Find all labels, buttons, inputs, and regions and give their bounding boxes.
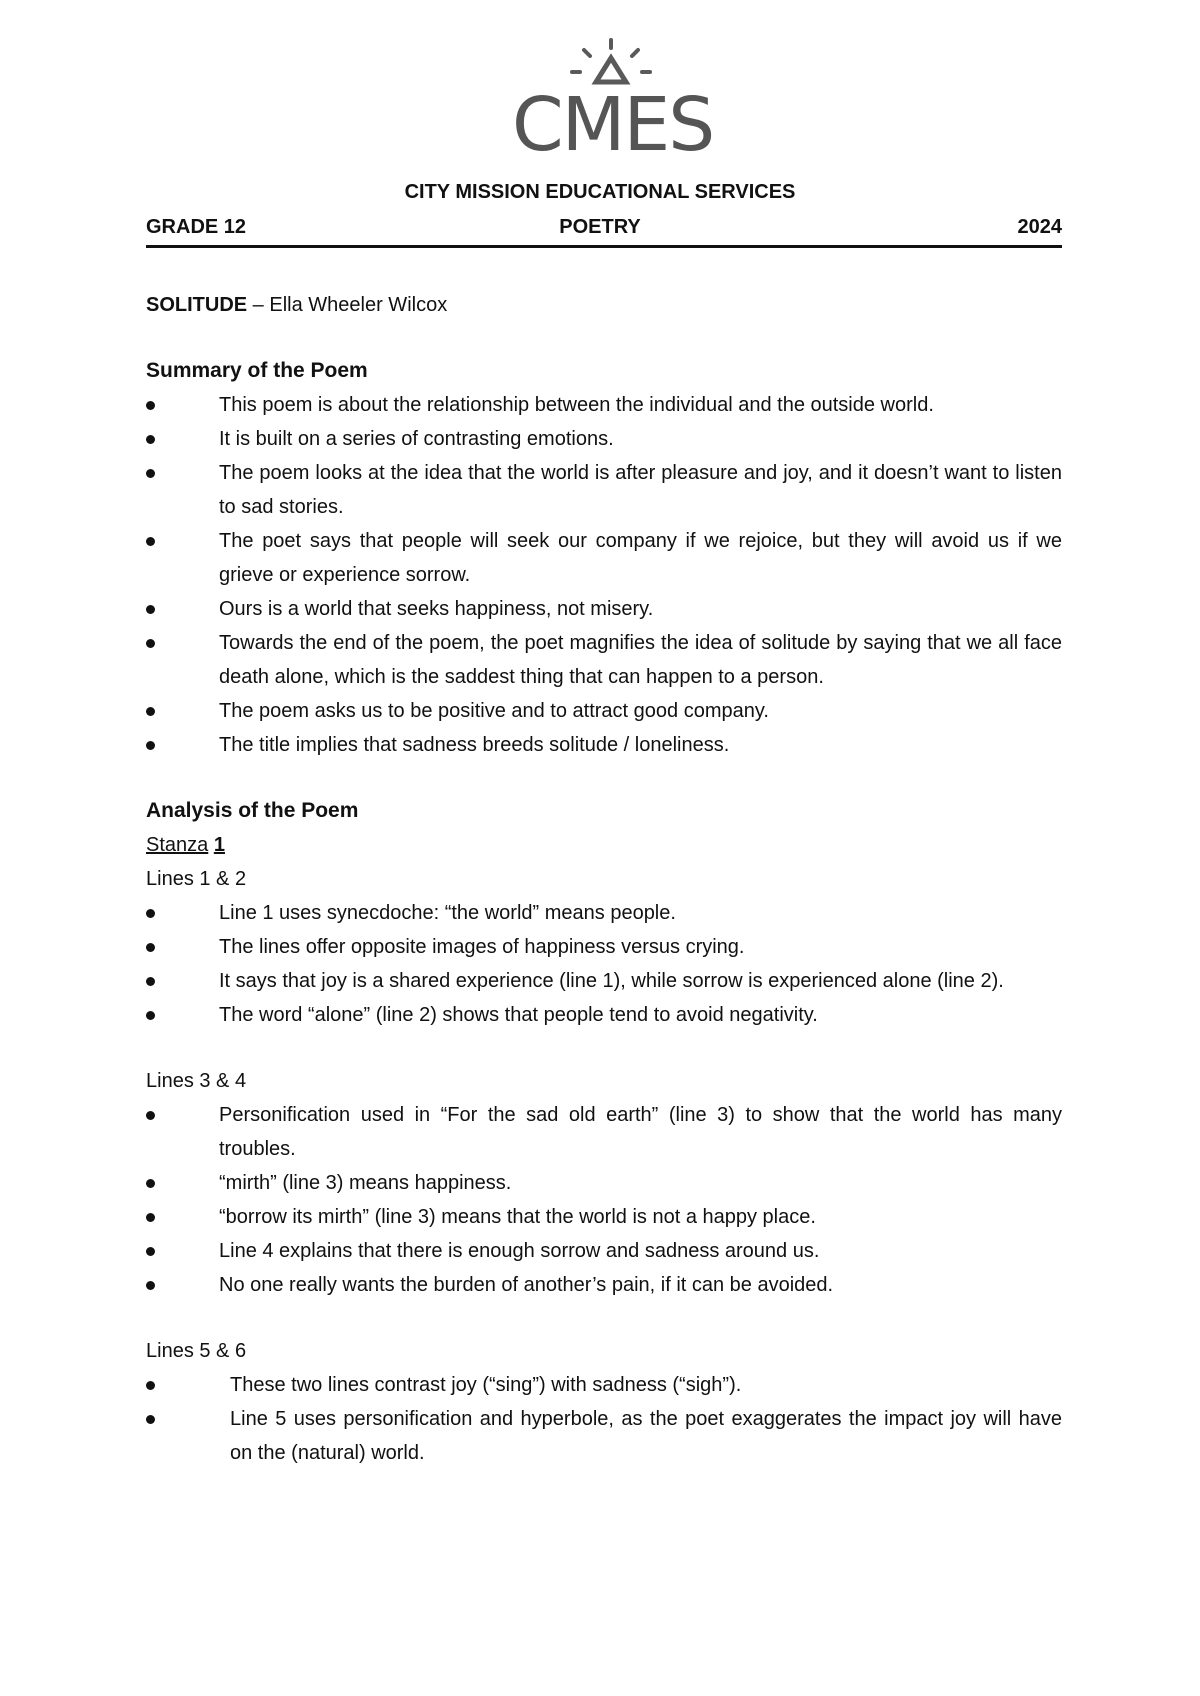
bullet-icon xyxy=(146,943,155,952)
document-body xyxy=(146,288,1062,1470)
bullet-icon xyxy=(146,1213,155,1222)
stanza-label: Stanza 1 xyxy=(146,834,225,856)
bullet-icon xyxy=(146,1281,155,1290)
logo-wordmark: CMES xyxy=(512,82,714,168)
list-item: It is built on a series of contrasting emotions. xyxy=(146,422,1062,456)
grade-label: GRADE 12 xyxy=(146,216,247,238)
bullet-icon xyxy=(146,741,155,750)
lines-group-label: Lines 1 & 2 xyxy=(146,868,247,890)
list-item: The word “alone” (line 2) shows that people tend to avoid negativity. xyxy=(146,998,1062,1032)
analysis-heading: Analysis of the Poem xyxy=(146,799,359,822)
subject-label: POETRY xyxy=(559,216,641,238)
list-item: The title implies that sadness breeds solitude / loneliness. xyxy=(146,728,1062,762)
lines-group-label: Lines 3 & 4 xyxy=(146,1070,247,1092)
summary-list xyxy=(146,388,1062,762)
bullet-icon xyxy=(146,1011,155,1020)
list-item: The poet says that people will seek our company if we rejoice, but they will avoid us if we grieve or experience sorrow. xyxy=(146,524,1062,592)
list-item: The lines offer opposite images of happiness versus crying. xyxy=(146,930,1062,964)
list-item: Personification used in “For the sad old earth” (line 3) to show that the world has many troubles. xyxy=(146,1098,1062,1166)
bullet-icon xyxy=(146,909,155,918)
year-label: 2024 xyxy=(1017,216,1062,238)
list-item: Towards the end of the poem, the poet magnifies the idea of solitude by saying that we all face death alone, which is the saddest thing that can happen to a person. xyxy=(146,626,1062,694)
bullet-icon xyxy=(146,977,155,986)
bullet-icon xyxy=(146,1381,155,1390)
summary-heading: Summary of the Poem xyxy=(146,359,368,382)
list-item: “borrow its mirth” (line 3) means that the world is not a happy place. xyxy=(146,1200,1062,1234)
poem-title: SOLITUDE xyxy=(146,294,248,316)
bullet-icon xyxy=(146,639,155,648)
list-item: Line 5 uses personification and hyperbole, as the poet exaggerates the impact joy will have on the (natural) world. xyxy=(146,1402,1062,1470)
bullet-icon xyxy=(146,1179,155,1188)
bullet-icon xyxy=(146,537,155,546)
bullet-icon xyxy=(146,1111,155,1120)
list-item: Line 1 uses synecdoche: “the world” means people. xyxy=(146,896,1062,930)
list-item: The poem asks us to be positive and to attract good company. xyxy=(146,694,1062,728)
list-item: This poem is about the relationship between the individual and the outside world. xyxy=(146,388,1062,422)
list-item: These two lines contrast joy (“sing”) with sadness (“sigh”). xyxy=(146,1368,1062,1402)
list-item: Ours is a world that seeks happiness, not misery. xyxy=(146,592,1062,626)
lines-3-4-list xyxy=(146,1098,1062,1302)
lines-group-label: Lines 5 & 6 xyxy=(146,1340,247,1362)
list-item: It says that joy is a shared experience (line 1), while sorrow is experienced alone (line 2). xyxy=(146,964,1062,998)
bullet-icon xyxy=(146,1247,155,1256)
poem-title-line xyxy=(146,288,1062,322)
cmes-logo xyxy=(512,36,714,168)
bullet-icon xyxy=(146,707,155,716)
poem-author: Ella Wheeler Wilcox xyxy=(269,294,448,316)
lines-5-6-list xyxy=(146,1368,1062,1470)
bullet-icon xyxy=(146,1415,155,1424)
list-item: No one really wants the burden of another’s pain, if it can be avoided. xyxy=(146,1268,1062,1302)
title-separator: – xyxy=(247,294,270,316)
bullet-icon xyxy=(146,605,155,614)
organization-name: CITY MISSION EDUCATIONAL SERVICES xyxy=(404,181,796,203)
bullet-icon xyxy=(146,469,155,478)
lines-1-2-list xyxy=(146,896,1062,1032)
header-divider xyxy=(146,245,1062,248)
bullet-icon xyxy=(146,435,155,444)
bullet-icon xyxy=(146,401,155,410)
list-item: Line 4 explains that there is enough sorrow and sadness around us. xyxy=(146,1234,1062,1268)
list-item: The poem looks at the idea that the world is after pleasure and joy, and it doesn’t want to listen to sad stories. xyxy=(146,456,1062,524)
list-item: “mirth” (line 3) means happiness. xyxy=(146,1166,1062,1200)
